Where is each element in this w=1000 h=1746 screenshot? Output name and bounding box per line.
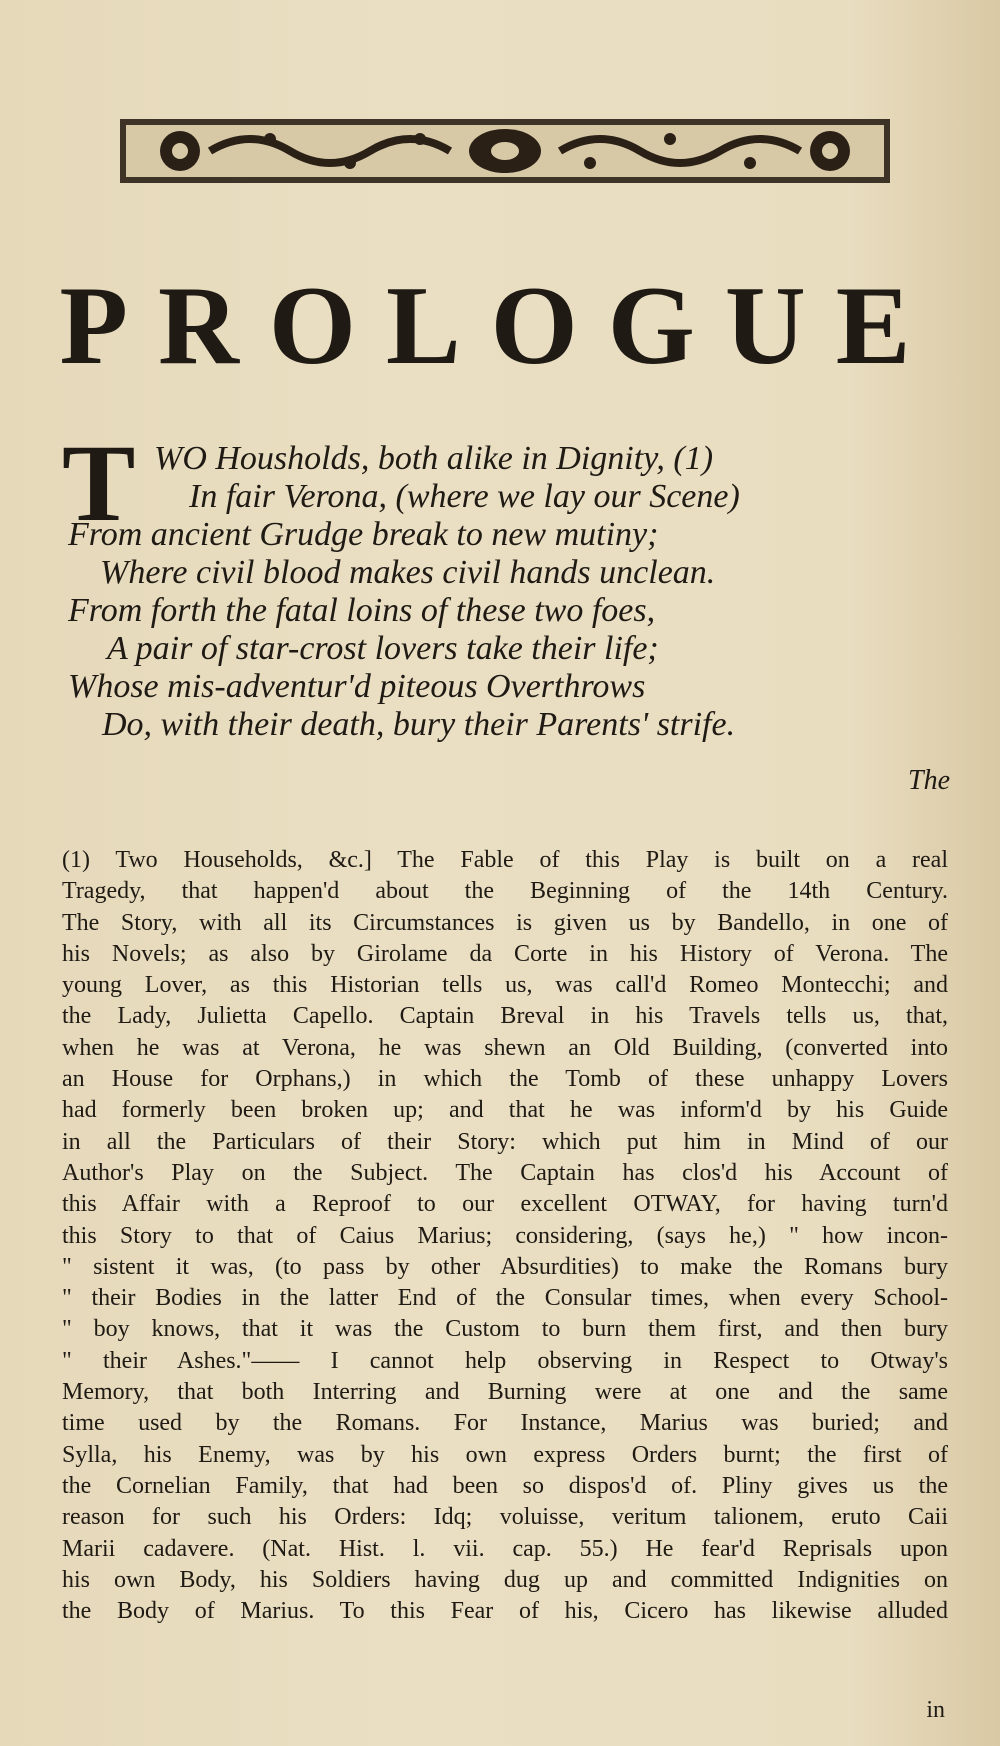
footnote-line: Sylla, his Enemy, was by his own express Orders burnt; the first of: [62, 1441, 948, 1468]
footnote-line: " boy knows, that it was the Custom to burn them first, and then bury: [62, 1316, 948, 1343]
footnote: [62, 845, 948, 1627]
footnote-line: when he was at Verona, he was shewn an Old Building, (converted into: [62, 1034, 948, 1061]
page-title: PROLOGUE: [59, 264, 941, 388]
verse-line: WO Housholds, both alike in Dignity, (1): [154, 440, 714, 477]
footnote-line: The Story, with all its Circumstances is given us by Bandello, in one of: [62, 909, 948, 936]
footnote-line: time used by the Romans. For Instance, Marius was buried; and: [62, 1410, 948, 1437]
footnote-line: Author's Play on the Subject. The Captain has clos'd his Account of: [62, 1159, 948, 1186]
footnote-line: in all the Particulars of their Story: which put him in Mind of our: [62, 1128, 948, 1155]
footnote-line: " sistent it was, (to pass by other Absurdities) to make the Romans bury: [62, 1253, 948, 1280]
verse-line: Do, with their death, bury their Parents' strife.: [102, 706, 736, 743]
footnote-line: " their Bodies in the latter End of the Consular times, when every School-: [62, 1285, 948, 1312]
footnote-line: Tragedy, that happen'd about the Beginning of the 14th Century.: [62, 878, 948, 905]
verse-line: Where civil blood makes civil hands unclean.: [100, 554, 716, 591]
decorative-headpiece-icon: [120, 115, 890, 187]
catchword-verse: The: [908, 765, 950, 796]
prologue-verse: [62, 422, 962, 744]
footnote-line: " their Ashes."—— I cannot help observing in Respect to Otway's: [62, 1347, 948, 1374]
footnote-line: Marii cadavere. (Nat. Hist. l. vii. cap. 55.) He fear'd Reprisals upon: [62, 1535, 948, 1562]
footnote-line: had formerly been broken up; and that he was inform'd by his Guide: [62, 1097, 948, 1124]
footnote-line: the Body of Marius. To this Fear of his, Cicero has likewise alluded: [62, 1598, 948, 1625]
footnote-line: reason for such his Orders: Idq; voluisse, veritum talionem, eruto Caii: [62, 1504, 948, 1531]
footnote-line: Memory, that both Interring and Burning were at one and the same: [62, 1379, 948, 1406]
verse-line: A pair of star-crost lovers take their life;: [107, 630, 659, 667]
verse-line: From ancient Grudge break to new mutiny;: [68, 516, 659, 553]
footnote-line: his Novels; as also by Girolame da Corte in his History of Verona. The: [62, 940, 948, 967]
verse-line: In fair Verona, (where we lay our Scene): [189, 478, 740, 515]
footnote-line: this Affair with a Reproof to our excellent OTWAY, for having turn'd: [62, 1191, 948, 1218]
verse-line: From forth the fatal loins of these two foes,: [68, 592, 656, 629]
catchword-notes: in: [926, 1697, 945, 1723]
drop-cap: T: [62, 422, 136, 544]
footnote-line: young Lover, as this Historian tells us, was call'd Romeo Montecchi; and: [62, 972, 948, 999]
footnote-line: the Cornelian Family, that had been so dispos'd of. Pliny gives us the: [62, 1472, 948, 1499]
footnote-line: (1) Two Households, &c.] The Fable of this Play is built on a real: [62, 847, 948, 873]
footnote-line: an House for Orphans,) in which the Tomb of these unhappy Lovers: [62, 1066, 948, 1093]
footnote-line: the Lady, Julietta Capello. Captain Breval in his Travels tells us, that,: [62, 1003, 948, 1030]
footnote-line: his own Body, his Soldiers having dug up and committed Indignities on: [62, 1566, 948, 1593]
verse-line: Whose mis-adventur'd piteous Overthrows: [68, 668, 646, 705]
footnote-line: this Story to that of Caius Marius; considering, (says he,) " how incon-: [62, 1222, 948, 1249]
